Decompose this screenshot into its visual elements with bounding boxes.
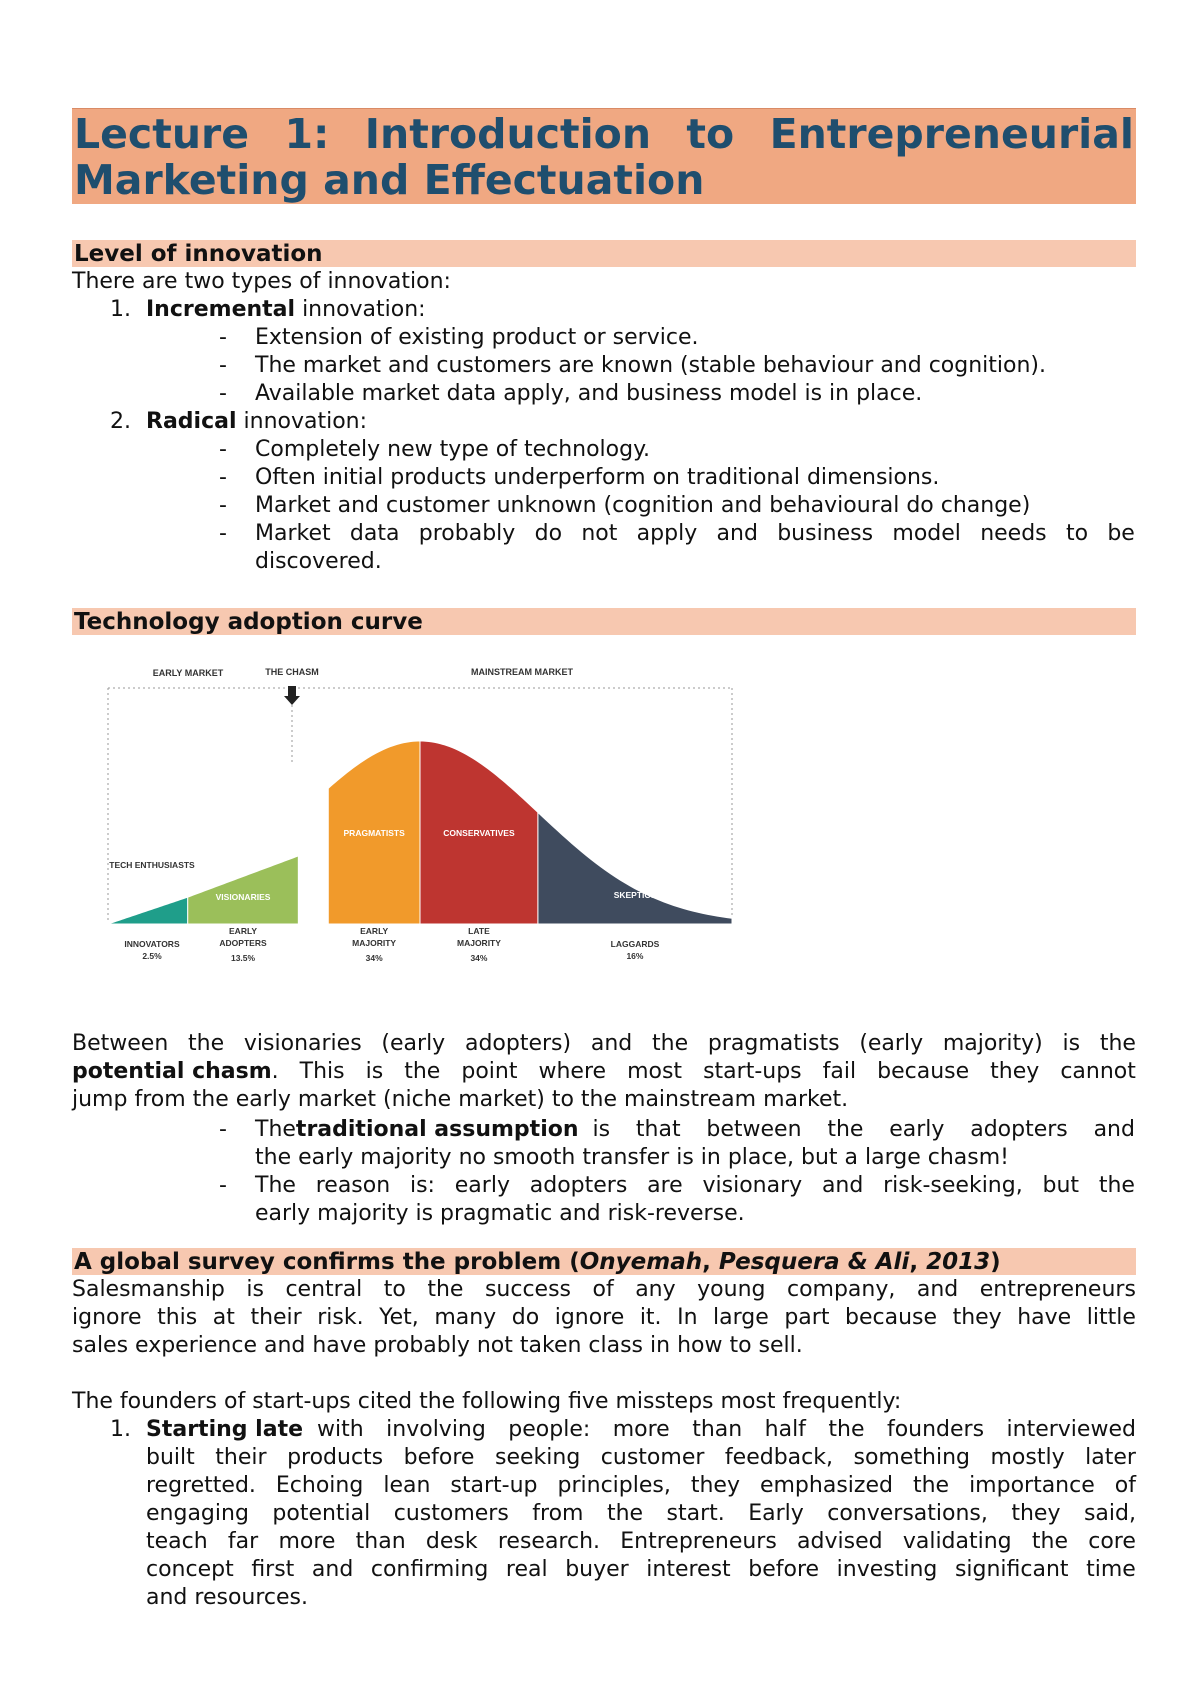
list-item-line — [146, 1528, 1136, 1556]
bullet-text: Available market data apply, and business model is in place. — [255, 381, 923, 406]
word: not — [581, 521, 618, 546]
percent-label: 34% — [470, 953, 488, 963]
word: potential — [272, 1501, 371, 1526]
word: validating — [902, 1529, 1012, 1554]
word: customer — [600, 1445, 705, 1470]
list-number: 1. — [110, 1417, 131, 1442]
word: are — [647, 1173, 683, 1198]
word: core — [1088, 1529, 1136, 1554]
word: is — [365, 1059, 384, 1084]
word: before — [403, 1445, 475, 1470]
list-item-radical — [146, 408, 367, 436]
word: but — [1042, 1173, 1080, 1198]
bullet-text: Extension of existing product or service. — [255, 325, 699, 350]
segment-tech-enthusiasts — [108, 897, 188, 924]
word: visionaries — [243, 1031, 362, 1056]
bullet-text: Completely new type of technology. — [255, 437, 650, 462]
bold-potential-chasm: potential chasm — [72, 1059, 272, 1084]
word: between — [706, 1117, 802, 1142]
word: people: — [508, 1417, 591, 1442]
word: far — [227, 1529, 259, 1554]
word: seeking — [494, 1445, 581, 1470]
word: it. — [639, 1305, 662, 1330]
word: and — [716, 521, 758, 546]
word: success — [484, 1277, 572, 1302]
word: the — [404, 1059, 441, 1084]
title-line-1 — [74, 111, 1134, 157]
word: is — [246, 1277, 264, 1302]
word: to — [383, 1277, 406, 1302]
word: buyer — [565, 1557, 629, 1582]
word: principles, — [557, 1473, 671, 1498]
word: they — [990, 1059, 1040, 1084]
word: significant — [954, 1557, 1069, 1582]
word: the — [427, 1277, 464, 1302]
word: Yet, — [379, 1305, 419, 1330]
word: do — [511, 1305, 540, 1330]
bullet-text-justified — [255, 1116, 1135, 1144]
segment-name-label: CONSERVATIVES — [443, 828, 515, 838]
bullet-text: The market and customers are known (stable behaviour and cognition). — [255, 353, 1046, 378]
word: involving — [386, 1417, 486, 1442]
word: teach — [146, 1529, 208, 1554]
bullet-dash: - — [219, 493, 227, 518]
word: more — [278, 1529, 336, 1554]
bullet-text-justified — [255, 520, 1135, 548]
word: The — [255, 1117, 296, 1142]
word: part — [784, 1305, 830, 1330]
word: something — [853, 1445, 970, 1470]
word: adopters — [529, 1173, 628, 1198]
word: Introduction — [364, 110, 652, 158]
bullet-text: early majority is pragmatic and risk-reverse. — [255, 1201, 745, 1226]
word: The — [255, 1173, 296, 1198]
word: Lecture — [74, 110, 250, 158]
word: they — [690, 1473, 740, 1498]
bullet-dash: - — [219, 381, 227, 406]
word: first — [251, 1557, 295, 1582]
category-label: INNOVATORS — [124, 939, 180, 949]
list-item-line — [146, 1416, 1136, 1444]
paragraph-line — [72, 1304, 1136, 1332]
word: ignore — [72, 1305, 142, 1330]
bullet-text-justified — [255, 1172, 1135, 1200]
bullet-text: discovered. — [255, 549, 382, 574]
word: visionary — [702, 1173, 803, 1198]
author-1: Onyemah — [579, 1249, 703, 1275]
bullet-dash: - — [219, 1173, 227, 1198]
word: than — [692, 1417, 743, 1442]
word: entrepreneurs — [979, 1277, 1136, 1302]
word: any — [635, 1277, 676, 1302]
author-2: Pesquera & Ali — [718, 1249, 910, 1275]
word: is: — [409, 1173, 435, 1198]
word: start-up — [450, 1473, 538, 1498]
word: before — [748, 1557, 820, 1582]
word: probably — [418, 521, 516, 546]
word: . — [271, 1059, 279, 1084]
bullet-dash: - — [219, 325, 227, 350]
segment-name-label: TECH ENTHUSIASTS — [109, 860, 195, 870]
word: real — [505, 1557, 548, 1582]
word: early — [454, 1173, 510, 1198]
word: risk. — [317, 1305, 364, 1330]
bullet-dash: - — [219, 437, 227, 462]
bullet-text: Market and customer unknown (cognition and behavioural do change) — [255, 493, 1031, 518]
word: where — [538, 1059, 607, 1084]
word: reason — [315, 1173, 391, 1198]
word: fail — [822, 1059, 857, 1084]
bullet-rest — [593, 1116, 1135, 1144]
word: importance — [969, 1473, 1095, 1498]
category-label: LATE — [468, 926, 490, 936]
list-item-line: and resources. — [146, 1585, 308, 1610]
word: desk — [425, 1529, 478, 1554]
word: interviewed — [1006, 1417, 1136, 1442]
word: many — [434, 1305, 497, 1330]
paragraph-line: jump from the early market (niche market) to the mainstream market. — [72, 1087, 849, 1112]
word: Between — [72, 1031, 169, 1056]
sep: , — [909, 1249, 927, 1275]
word: (early — [859, 1031, 924, 1056]
segment-skeptics — [538, 812, 732, 924]
year: 2013 — [926, 1249, 991, 1275]
word: engaging — [146, 1501, 249, 1526]
section-heading-global-survey — [72, 1248, 1136, 1275]
word: the — [912, 1473, 950, 1498]
word: of — [592, 1277, 614, 1302]
word: because — [877, 1059, 970, 1084]
list-item-line — [146, 1472, 1136, 1500]
category-label: ADOPTERS — [219, 938, 267, 948]
paragraph-line — [72, 1030, 1136, 1058]
word: 1: — [284, 110, 330, 158]
word: they — [952, 1305, 1002, 1330]
word: with — [317, 1417, 364, 1442]
word: the — [1098, 1173, 1135, 1198]
category-label: EARLY — [229, 926, 258, 936]
paragraph-rest — [272, 1058, 1136, 1086]
word: adopters) — [464, 1031, 572, 1056]
chasm-arrow-icon — [284, 686, 300, 705]
segment-name-label: SKEPTICS — [613, 890, 657, 900]
word: Early — [748, 1501, 804, 1526]
word: advised — [797, 1529, 883, 1554]
word: confirming — [370, 1557, 489, 1582]
word: model — [892, 521, 961, 546]
category-label: MAJORITY — [457, 938, 501, 948]
word: Echoing — [275, 1473, 364, 1498]
word: they — [1011, 1501, 1061, 1526]
word: In — [677, 1305, 698, 1330]
word: and — [916, 1277, 959, 1302]
word: adopters — [970, 1117, 1068, 1142]
percent-label: 34% — [365, 953, 383, 963]
word: little — [1086, 1305, 1136, 1330]
bullet-dash: - — [219, 353, 227, 378]
word: Entrepreneurial — [769, 110, 1134, 158]
word: later — [1085, 1445, 1136, 1470]
word: company, — [786, 1277, 896, 1302]
word: needs — [980, 521, 1047, 546]
word: start. — [666, 1501, 725, 1526]
sep: , — [702, 1249, 719, 1275]
word: from — [532, 1501, 584, 1526]
word: customers — [393, 1501, 509, 1526]
word: the — [827, 1117, 864, 1142]
word: than — [355, 1529, 406, 1554]
word: the — [828, 1417, 865, 1442]
list-item-line — [146, 1444, 1136, 1472]
paragraph-line — [72, 1058, 1136, 1086]
list-item-line — [146, 1556, 1136, 1584]
word: Market — [255, 521, 331, 546]
word: of — [1114, 1473, 1136, 1498]
word: early — [889, 1117, 945, 1142]
percent-label: 16% — [626, 951, 644, 961]
section-heading-technology-adoption-curve: Technology adoption curve — [72, 608, 1136, 635]
word: is — [592, 1117, 611, 1142]
intro-text: There are two types of innovation: — [72, 269, 451, 294]
bullet-dash: - — [219, 465, 227, 490]
word: the — [606, 1501, 644, 1526]
heading-text: A global survey confirms the problem ( — [74, 1249, 580, 1275]
word: investing — [836, 1557, 938, 1582]
title-box — [72, 108, 1136, 204]
word: their — [250, 1305, 302, 1330]
word: majority) — [942, 1031, 1043, 1056]
word: the — [1031, 1529, 1068, 1554]
word: founders — [886, 1417, 985, 1442]
bullet-dash: - — [219, 521, 227, 546]
word: regretted. — [146, 1473, 256, 1498]
word: do — [534, 521, 563, 546]
word: most — [627, 1059, 683, 1084]
word: conversations, — [827, 1501, 988, 1526]
word: business — [777, 521, 874, 546]
term-incremental: Incremental — [146, 297, 296, 322]
segment-name-label: VISIONARIES — [215, 892, 271, 902]
word: because — [845, 1305, 938, 1330]
word: emphasized — [759, 1473, 893, 1498]
word: (early — [381, 1031, 446, 1056]
chasm-phrase — [72, 1058, 272, 1086]
word: time — [1086, 1557, 1136, 1582]
word: mostly — [990, 1445, 1065, 1470]
word: start-ups — [703, 1059, 802, 1084]
adoption-curve-chart — [102, 650, 770, 1014]
word: Entrepreneurs — [620, 1529, 777, 1554]
close-paren: ) — [990, 1249, 1001, 1275]
word: and — [1093, 1117, 1135, 1142]
word: Salesmanship — [72, 1277, 225, 1302]
word: be — [1107, 521, 1135, 546]
word: feedback, — [724, 1445, 833, 1470]
word: that — [635, 1117, 681, 1142]
segment-name-label: PRAGMATISTS — [343, 828, 405, 838]
list-item-incremental — [146, 296, 426, 324]
word: the — [652, 1031, 689, 1056]
word: is — [1062, 1031, 1081, 1056]
bullet-text: Often initial products underperform on traditional dimensions. — [255, 465, 940, 490]
word: the — [188, 1031, 225, 1056]
bold-traditional-assumption: traditional assumption — [295, 1117, 579, 1142]
word: products — [287, 1445, 384, 1470]
mainstream-market-label: MAINSTREAM MARKET — [471, 667, 573, 677]
word: have — [1017, 1305, 1072, 1330]
word: This — [299, 1059, 345, 1084]
word: ignore — [554, 1305, 625, 1330]
bullet-dash: - — [219, 1117, 227, 1142]
word: point — [461, 1059, 518, 1084]
word: concept — [146, 1557, 234, 1582]
list-rest — [317, 1416, 1136, 1444]
word: said, — [1083, 1501, 1136, 1526]
word: and — [311, 1557, 354, 1582]
category-label: LAGGARDS — [610, 939, 660, 949]
paragraph-line — [72, 1276, 1136, 1304]
chasm-label: THE CHASM — [265, 667, 319, 677]
word: large — [713, 1305, 769, 1330]
paragraph-line: The founders of start-ups cited the following five missteps most frequently: — [72, 1389, 902, 1414]
term-rest: innovation: — [236, 409, 368, 434]
term-radical: Radical — [146, 409, 237, 434]
word: interest — [646, 1557, 731, 1582]
segment-visionaries — [188, 856, 299, 924]
word: at — [212, 1305, 235, 1330]
word: to — [686, 110, 735, 158]
word: apply — [636, 521, 698, 546]
word: central — [285, 1277, 363, 1302]
early-market-label: EARLY MARKET — [152, 668, 224, 678]
word: research. — [497, 1529, 601, 1554]
term-rest: innovation: — [295, 297, 426, 322]
word: and — [821, 1173, 864, 1198]
word: the — [1099, 1031, 1136, 1056]
category-label: MAJORITY — [352, 938, 397, 948]
bold-starting-late: Starting late — [146, 1417, 304, 1442]
list-item-line — [146, 1500, 1136, 1528]
word: built — [146, 1445, 195, 1470]
category-label: EARLY — [360, 926, 389, 936]
word: pragmatists — [707, 1031, 840, 1056]
bullet-text: the early majority no smooth transfer is in place, but a large chasm! — [255, 1145, 1009, 1170]
word: to — [1065, 521, 1089, 546]
word: young — [697, 1277, 766, 1302]
word: their — [215, 1445, 267, 1470]
word: this — [157, 1305, 198, 1330]
percent-label: 13.5% — [230, 953, 256, 963]
word: more — [612, 1417, 670, 1442]
word: cannot — [1060, 1059, 1136, 1084]
word: and — [590, 1031, 633, 1056]
percent-label: 2.5% — [142, 951, 162, 961]
word: risk-seeking, — [883, 1173, 1023, 1198]
title-line-2: Marketing and Effectuation — [74, 156, 705, 204]
word: half — [764, 1417, 806, 1442]
list-number: 2. — [110, 409, 131, 434]
section-heading-level-of-innovation: Level of innovation — [72, 240, 1136, 267]
word: data — [349, 521, 400, 546]
list-number: 1. — [110, 297, 131, 322]
paragraph-line: sales experience and have probably not taken class in how to sell. — [72, 1333, 803, 1358]
word: lean — [383, 1473, 431, 1498]
